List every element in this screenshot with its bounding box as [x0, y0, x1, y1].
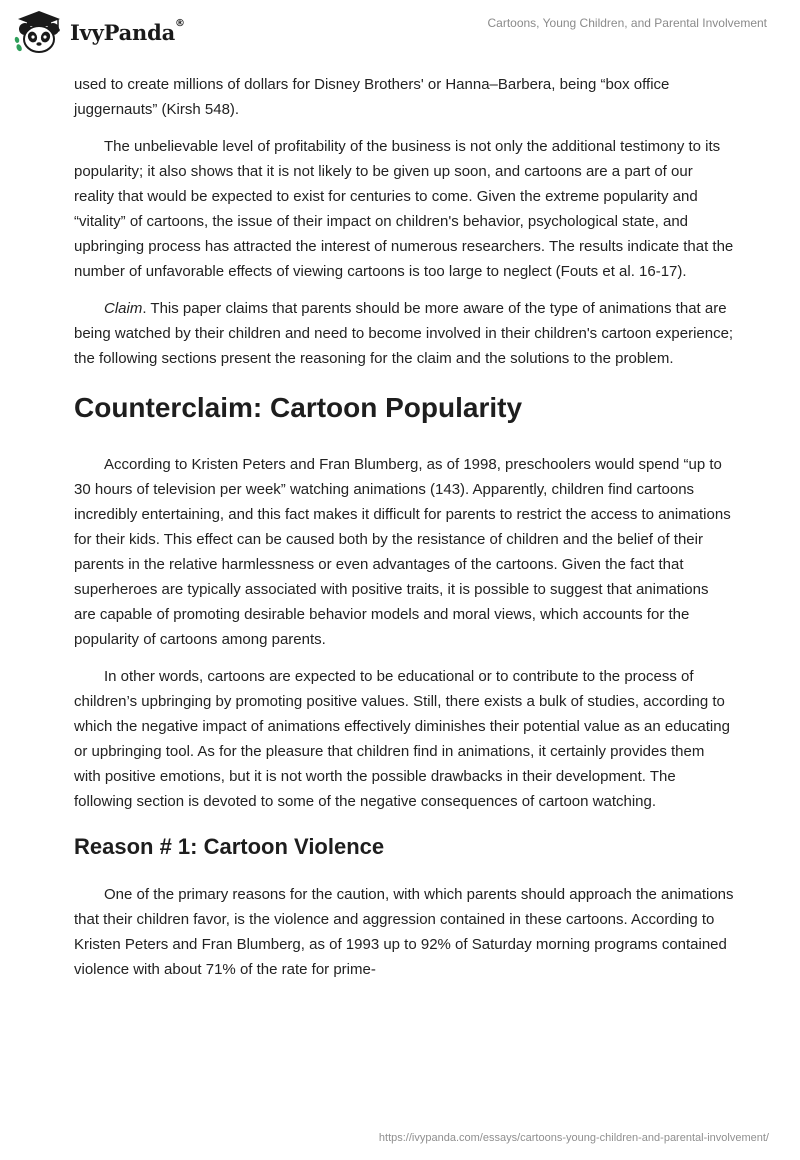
paragraph-profitability: The unbelievable level of profitability of the business is not only the additional testimony to its popularity; it also shows that it is not likely to be given up soon, and cartoons are a part of our reality that would be expected to exist for centuries to come. Given the extreme popularity and “vitality” of cartoons, the issue of their impact on children's behavior, psychological state, and upbringing process has attracted the interest of numerous researchers. The results indicate that the number of unfavorable effects of viewing cartoons is too large to neglect (Fouts et al. 16-17).: [74, 138, 734, 280]
paragraph-continuation: used to create millions of dollars for Disney Brothers' or Hanna–Barbera, being “box office juggernauts” (Kirsh 548).: [74, 76, 670, 118]
ivypanda-logo[interactable]: [14, 9, 185, 55]
paragraph-claim: [74, 296, 734, 371]
claim-label: Claim: [104, 300, 143, 317]
paragraph-popularity: According to Kristen Peters and Fran Blumberg, as of 1998, preschoolers would spend “up to 30 hours of television per week” watching animations (143). Apparently, children find cartoons incredibly entertaining, and this fact makes it difficult for parents to restrict the access to animations for their kids. This effect can be caused both by the resistance of children and the belief of their parents in the relative harmlessness or even advantages of the cartoons. Given the fact that superheroes are typically associated with positive traits, it is possible to suggest that animations are capable of promoting desirable behavior models and moral views, which accounts for the popularity of cartoons among parents.: [74, 456, 731, 648]
document-title: Cartoons, Young Children, and Parental Involvement: [487, 16, 767, 30]
heading-counterclaim: Counterclaim: Cartoon Popularity: [74, 392, 523, 423]
heading-reason-1: Reason # 1: Cartoon Violence: [74, 834, 385, 859]
paragraph-educational: In other words, cartoons are expected to be educational or to contribute to the process of children’s upbringing by promoting positive values. Still, there exists a bulk of studies, according to which the negative impact of animations effectively diminishes their potential value as an educating or upbringing tool. As for the pleasure that children find in animations, it certainly provides them with positive emotions, but it is not worth the possible drawbacks in their development. The following section is devoted to some of the negative consequences of cartoon watching.: [74, 668, 730, 810]
paragraph-violence: One of the primary reasons for the caution, with which parents should approach the animations that their children favor, is the violence and aggression contained in these cartoons. According to Kristen Peters and Fran Blumberg, as of 1993 up to 92% of Saturday morning programs contained violence with about 71% of the rate for prime-: [74, 886, 734, 978]
logo-wordmark: IvyPanda®: [70, 17, 185, 45]
claim-text: . This paper claims that parents should be more aware of the type of animations that are being watched by their children and need to become involved in their children's cartoon experience; the following sections present the reasoning for the claim and the solutions to the problem.: [74, 300, 734, 367]
panda-graduate-icon: [14, 9, 64, 55]
page-header: [0, 0, 800, 64]
registered-mark: ®: [175, 17, 185, 29]
source-url-link[interactable]: https://ivypanda.com/essays/cartoons-young-children-and-parental-involvement/: [378, 1132, 769, 1144]
essay-body: [74, 72, 734, 994]
